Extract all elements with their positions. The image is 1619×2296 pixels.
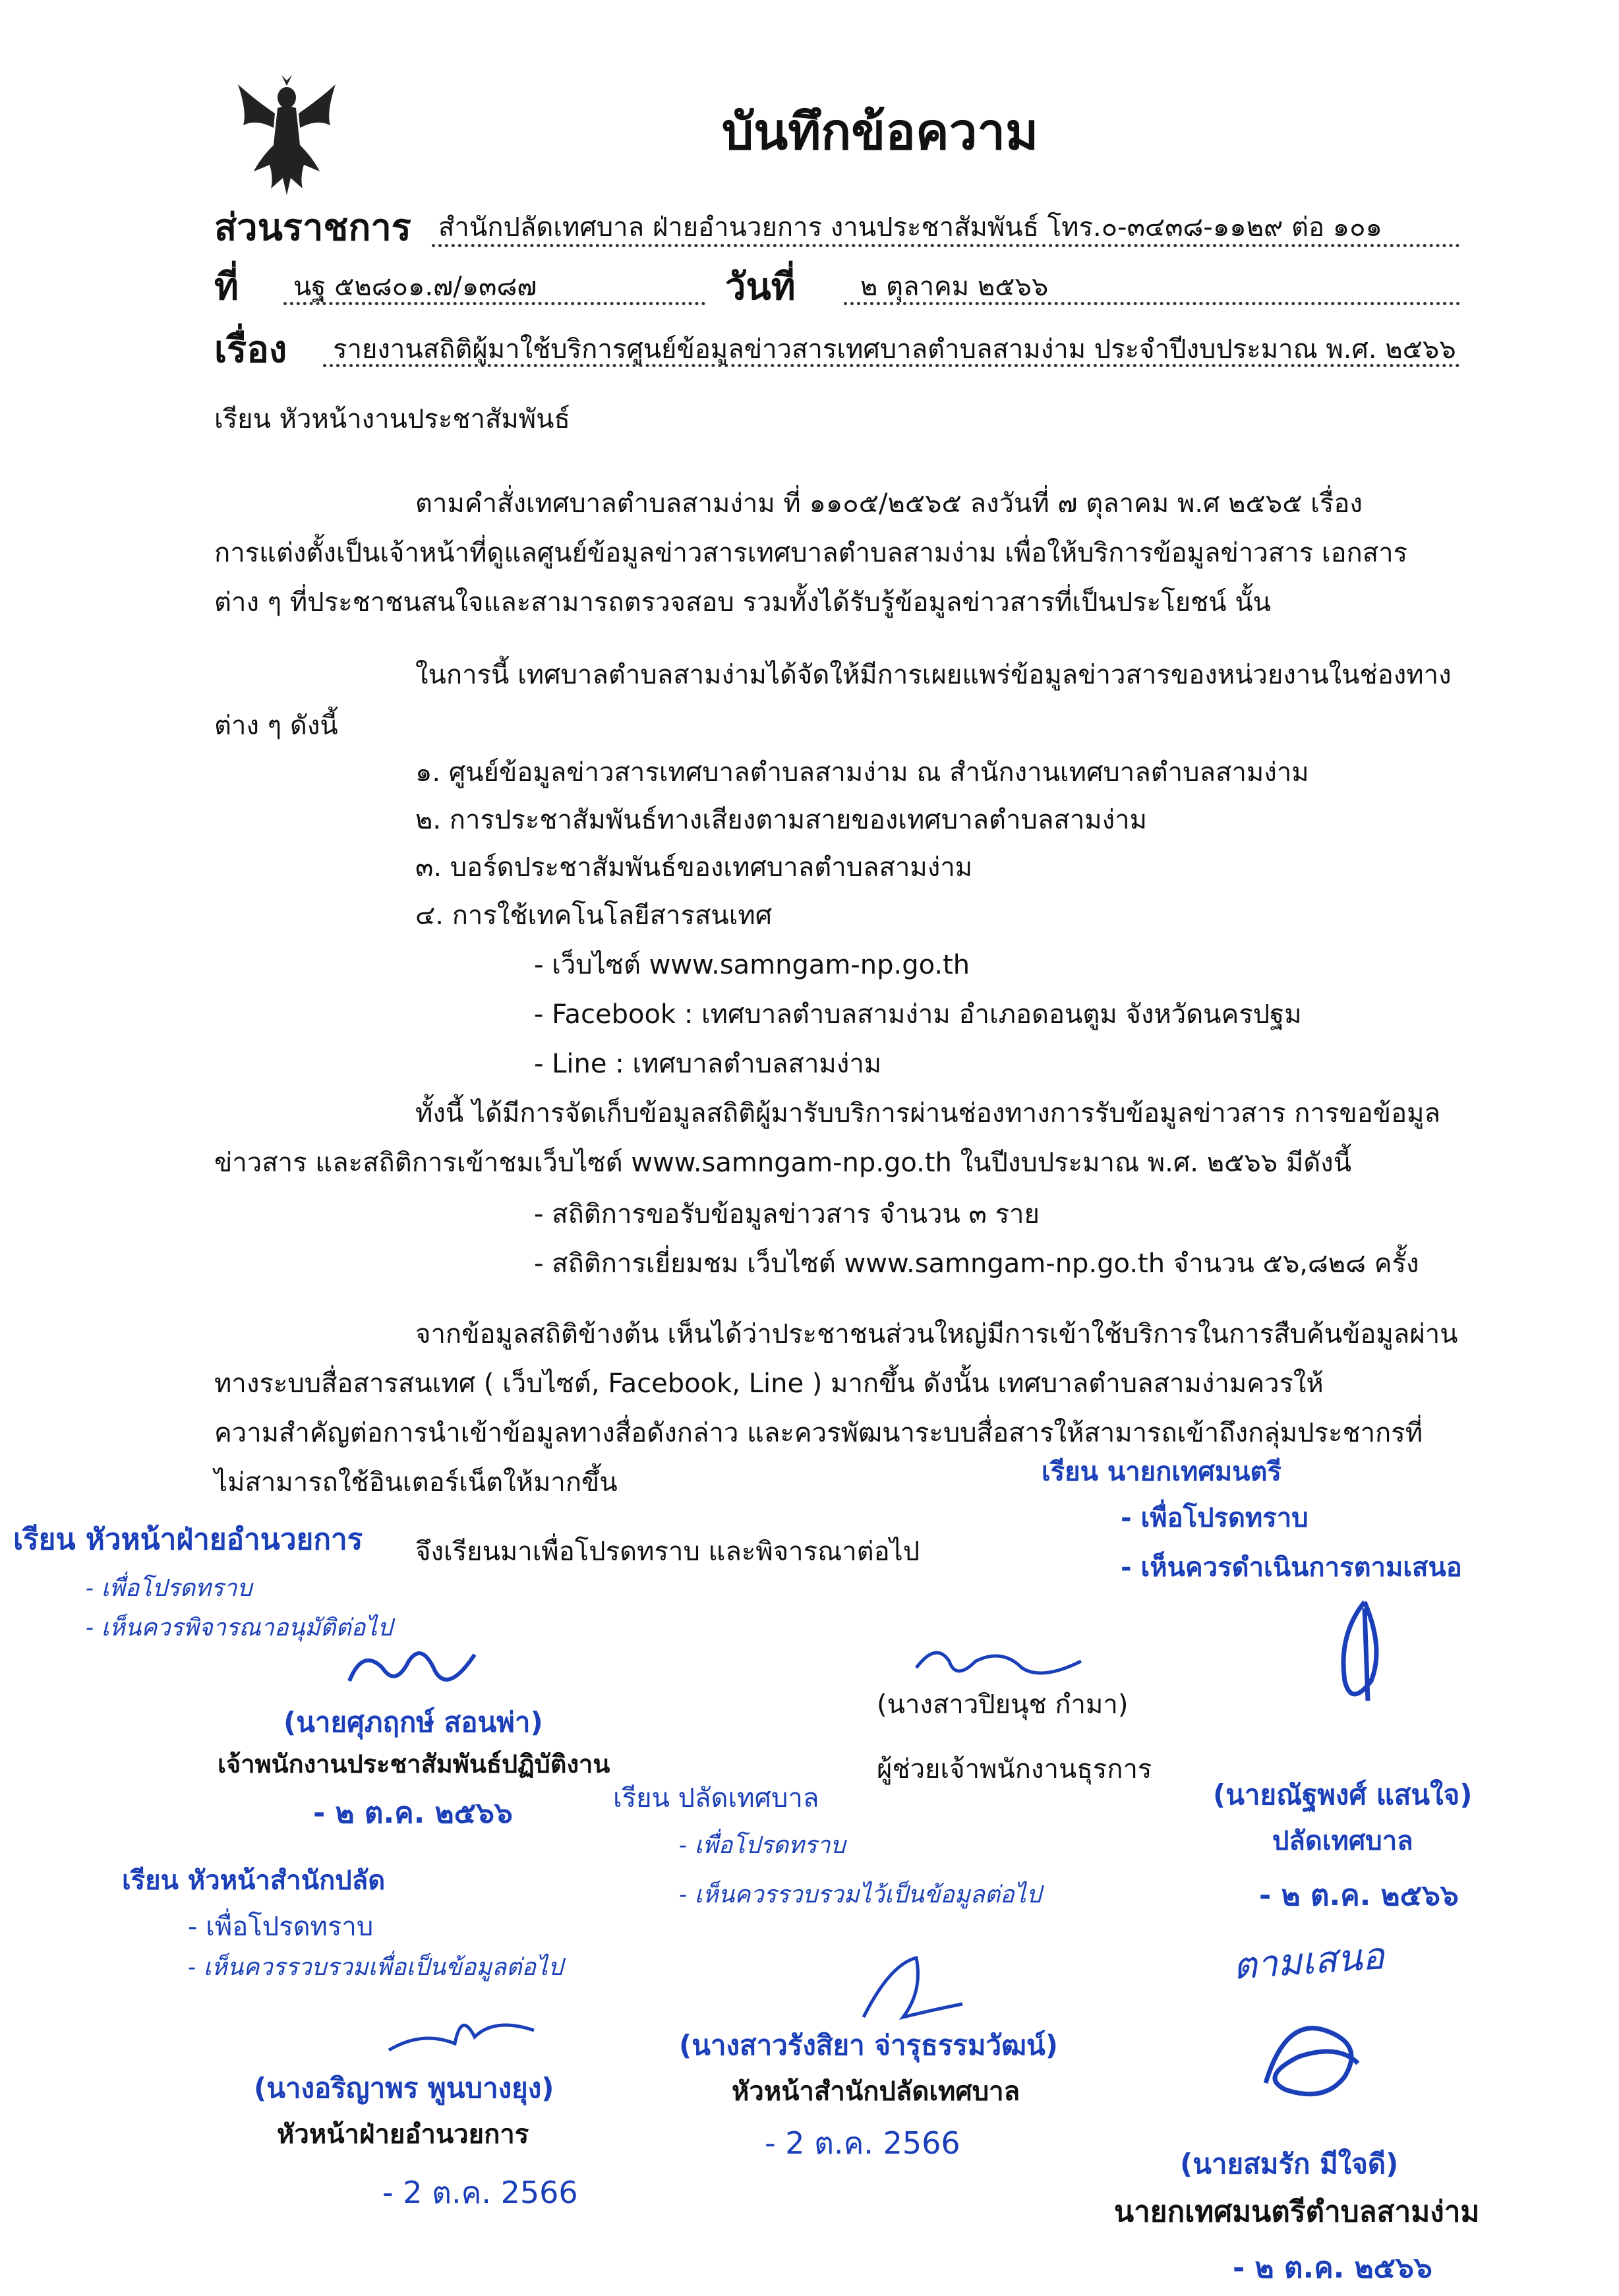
subject-label: เรื่อง bbox=[214, 328, 287, 371]
mayor-name: (นายสมรัก มีใจดี) bbox=[1180, 2148, 1399, 2180]
channel-item: ๔. การใช้เทคโนโลยีสารสนเทศ bbox=[415, 900, 773, 931]
subject-value: รายงานสถิติผู้มาใช้บริการศูนย์ข้อมูลข่าวสารเทศบาลตำบลสามง่าม ประจำปีงบประมาณ พ.ศ. ๒๕๖๖ bbox=[333, 334, 1456, 365]
ref-label: ที่ bbox=[214, 266, 239, 309]
tech-item: - Line : เทศบาลตำบลสามง่าม bbox=[534, 1049, 882, 1079]
paragraph-4-line-1: จากข้อมูลสถิติข้างต้น เห็นได้ว่าประชาชนส่วนใหญ่มีการเข้าใช้บริการในการสืบค้นข้อมูลผ่าน bbox=[415, 1319, 1458, 1349]
paragraph-2-line-1: ในการนี้ เทศบาลตำบลสามง่ามได้จัดให้มีการเผยแพร่ข้อมูลข่าวสารของหน่วยงานในช่องทาง bbox=[415, 660, 1452, 690]
agency-value: สำนักปลัดเทศบาล ฝ่ายอำนวยการ งานประชาสัมพันธ์ โทร.๐-๓๔๓๘-๑๑๒๙ ต่อ ๑๐๑ bbox=[438, 212, 1382, 243]
paragraph-3-line-1: ทั้งนี้ ได้มีการจัดเก็บข้อมูลสถิติผู้มารับบริการผ่านช่องทางการรับข้อมูลข่าวสาร การขอข้อมูล bbox=[415, 1098, 1441, 1129]
admin-head-date: - 2 ต.ค. 2566 bbox=[382, 2175, 578, 2210]
paragraph-1-line-3: ต่าง ๆ ที่ประชาชนสนใจและสามารถตรวจสอบ รวมทั้งได้รับรู้ข้อมูลข่าวสารที่เป็นประโยชน์ นั้น bbox=[214, 587, 1272, 618]
paragraph-1-line-1: ตามคำสั่งเทศบาลตำบลสามง่าม ที่ ๑๑๐๕/๒๕๖๕ ลงวันที่ ๗ ตุลาคม พ.ศ ๒๕๖๕ เรื่อง bbox=[415, 488, 1363, 519]
stat-item: - สถิติการขอรับข้อมูลข่าวสาร จำนวน ๓ ราย bbox=[534, 1199, 1040, 1229]
mayor-signature bbox=[1246, 2004, 1378, 2109]
ref-dotted-line bbox=[283, 302, 705, 305]
note-admin-line-2: - เห็นควรพิจารณาอนุมัติต่อไป bbox=[86, 1614, 393, 1641]
office-head-signature bbox=[850, 1951, 969, 2030]
mayor-date: - ๒ ต.ค. ๒๕๖๖ bbox=[1233, 2251, 1432, 2285]
assistant-signature bbox=[910, 1641, 1094, 1694]
ref-value: นฐ ๕๒๘๐๑.๗/๑๓๘๗ bbox=[293, 272, 537, 302]
assistant-position: ผู้ช่วยเจ้าพนักงานธุรการ bbox=[877, 1754, 1152, 1784]
paragraph-4-line-4: ไม่สามารถใช้อินเตอร์เน็ตให้มากขึ้น bbox=[214, 1467, 618, 1498]
note-office-line-2: - เห็นควรรวบรวมเพื่อเป็นข้อมูลต่อไป bbox=[188, 1954, 563, 1981]
stat-item: - สถิติการเยี่ยมชม เว็บไซต์ www.samngam-np.go.th จำนวน ๕๖,๘๒๘ ครั้ง bbox=[534, 1249, 1419, 1279]
note-clerk-line-2: - เห็นควรรวบรวมไว้เป็นข้อมูลต่อไป bbox=[679, 1881, 1042, 1908]
office-head-position: หัวหน้าสำนักปลัดเทศบาล bbox=[732, 2076, 1020, 2107]
date-dotted-line bbox=[844, 302, 1460, 305]
clerk-signature bbox=[1325, 1595, 1404, 1714]
salutation: เรียน หัวหน้างานประชาสัมพันธ์ bbox=[214, 404, 570, 434]
note-office-line-1: - เพื่อโปรดทราบ bbox=[188, 1912, 374, 1942]
paragraph-4-line-3: ความสำคัญต่อการนำเข้าข้อมูลทางสื่อดังกล่าว และควรพัฒนาระบบสื่อสารให้สามารถเข้าถึงกลุ่มประชากรที่ bbox=[214, 1418, 1423, 1448]
memo-title: บันทึกข้อความ bbox=[722, 102, 1039, 161]
paragraph-3-line-2: ข่าวสาร และสถิติการเข้าชมเว็บไซต์ www.samngam-np.go.th ในปีงบประมาณ พ.ศ. ๒๕๖๖ มีดังนี้ bbox=[214, 1148, 1352, 1178]
tech-item: - Facebook : เทศบาลตำบลสามง่าม อำเภอดอนตูม จังหวัดนครปฐม bbox=[534, 999, 1302, 1030]
subject-dotted-line bbox=[323, 364, 1460, 367]
pr-officer-date: - ๒ ต.ค. ๒๕๖๖ bbox=[313, 1796, 513, 1830]
tech-item: - เว็บไซต์ www.samngam-np.go.th bbox=[534, 950, 970, 980]
note-clerk-heading: เรียน ปลัดเทศบาล bbox=[613, 1783, 819, 1813]
paragraph-2-line-2: ต่าง ๆ ดังนี้ bbox=[214, 711, 338, 741]
clerk-position: ปลัดเทศบาล bbox=[1272, 1826, 1413, 1856]
assistant-name: (นางสาวปิยนุช กำมา) bbox=[877, 1690, 1129, 1720]
pr-officer-signature bbox=[343, 1641, 488, 1701]
date-label: วันที่ bbox=[725, 266, 796, 309]
note-admin-line-1: - เพื่อโปรดทราบ bbox=[86, 1575, 252, 1602]
paragraph-4-line-2: ทางระบบสื่อสารสนเทศ ( เว็บไซต์, Facebook, Line ) มากขึ้น ดังนั้น เทศบาลตำบลสามง่ามควรให้ bbox=[214, 1369, 1324, 1399]
clerk-date: - ๒ ต.ค. ๒๕๖๖ bbox=[1259, 1879, 1459, 1912]
agency-dotted-line bbox=[432, 244, 1460, 247]
channel-item: ๒. การประชาสัมพันธ์ทางเสียงตามสายของเทศบาลตำบลสามง่าม bbox=[415, 805, 1147, 835]
garuda-emblem-icon bbox=[234, 73, 339, 198]
paragraph-1-line-2: การแต่งตั้งเป็นเจ้าหน้าที่ดูแลศูนย์ข้อมูลข่าวสารเทศบาลตำบลสามง่าม เพื่อให้บริการข้อมูลข่าวสาร เอกสาร bbox=[214, 538, 1408, 568]
pr-officer-name: (นายศุภฤกษ์ สอนพ่า) bbox=[283, 1706, 543, 1738]
note-clerk-line-1: - เพื่อโปรดทราบ bbox=[679, 1832, 846, 1859]
mayor-handwritten-note: ตามเสนอ bbox=[1231, 1935, 1386, 1988]
office-head-date: - 2 ต.ค. 2566 bbox=[765, 2125, 960, 2161]
office-head-name: (นางสาวรังสิยา จ่ารุธรรมวัฒน์) bbox=[679, 2029, 1058, 2061]
pr-officer-position: เจ้าพนักงานประชาสัมพันธ์ปฏิบัติงาน bbox=[218, 1750, 610, 1779]
note-admin-heading: เรียน หัวหน้าฝ่ายอำนวยการ bbox=[13, 1523, 363, 1556]
note-office-heading: เรียน หัวหน้าสำนักปลัด bbox=[122, 1866, 386, 1896]
note-mayor-line-2: - เห็นควรดำเนินการตามเสนอ bbox=[1121, 1552, 1462, 1583]
admin-head-signature bbox=[382, 2004, 541, 2057]
channel-item: ๑. ศูนย์ข้อมูลข่าวสารเทศบาลตำบลสามง่าม ณ สำนักงานเทศบาลตำบลสามง่าม bbox=[415, 757, 1309, 788]
note-mayor-heading: เรียน นายกเทศมนตรี bbox=[1042, 1457, 1281, 1487]
clerk-name: (นายณัฐพงศ์ แสนใจ) bbox=[1213, 1779, 1473, 1811]
closing-line: จึงเรียนมาเพื่อโปรดทราบ และพิจารณาต่อไป bbox=[415, 1537, 920, 1567]
mayor-position: นายกเทศมนตรีตำบลสามง่าม bbox=[1114, 2195, 1480, 2229]
date-value: ๒ ตุลาคม ๒๕๖๖ bbox=[860, 272, 1049, 302]
admin-head-name: (นางอริญาพร พูนบางยุง) bbox=[254, 2072, 554, 2104]
agency-label: ส่วนราชการ bbox=[214, 206, 411, 249]
admin-head-position: หัวหน้าฝ่ายอำนวยการ bbox=[277, 2119, 529, 2150]
channel-item: ๓. บอร์ดประชาสัมพันธ์ของเทศบาลตำบลสามง่าม bbox=[415, 852, 973, 883]
note-mayor-line-1: - เพื่อโปรดทราบ bbox=[1121, 1503, 1309, 1533]
